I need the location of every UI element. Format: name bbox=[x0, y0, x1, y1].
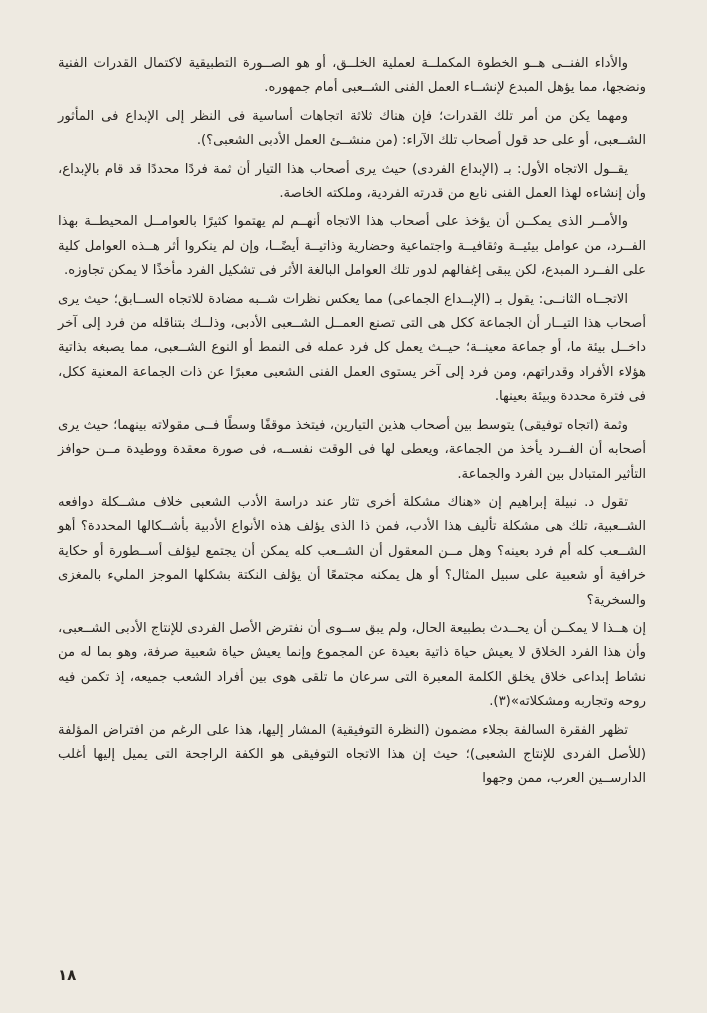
paragraph: تقول د. نبيلة إبراهيم إن «هناك مشكلة أخرى تثار عند دراسة الأدب الشعبى خلاف مشــكلة دوافعه الشــعبية، تلك هى مشكلة تأليف هذا الأدب، فمن ذا الذى يؤلف هذه الأنواع الأدبية بأشــكالها المحددة؟ أهو الشــعب كله أم فرد بعينه؟ وهل مــن المعقول أن الشــعب كله يمكن أن يجتمع ليؤلف أســطورة أو حكاية خرافية أو شعبية على سبيل المثال؟ أو هل يمكنه مجتمعًا أن يؤلف النكتة بشكلها الموجز المليء بالمغزى والسخرية؟ bbox=[58, 494, 646, 608]
paragraph: يقــول الاتجاه الأول: بـ (الإبداع الفردى) حيث يرى أصحاب هذا التيار أن ثمة فردًا محددًا قد قام بالإبداع، وأن إنشاءه لهذا العمل الفنى نابع من قدرته الفردية، وملكته الخاصة. bbox=[58, 161, 646, 202]
paragraph: وثمة (اتجاه توفيقى) يتوسط بين أصحاب هذين التيارين، فيتخذ موقفًا وسطًا فــى مقولاته بينهما؛ حيث يرى أصحابه أن الفــرد يأخذ من الجماعة، ويعطى لها فى الوقت نفســه، فى صورة معقدة ووطيدة مــن حوافز التأثير المتبادل بين الفرد والجماعة. bbox=[58, 417, 646, 482]
paragraph: تظهر الفقرة السالفة بجلاء مضمون (النظرة التوفيقية) المشار إليها، هذا على الرغم من افتراض المؤلفة (للأصل الفردى للإنتاج الشعبى)؛ حيث إن هذا الاتجاه التوفيقى هو الكفة الراجحة التى يميل إليها أغلب الدارســين العرب، ممن وجهوا bbox=[58, 722, 646, 787]
paragraph: الاتجــاه الثانــى: يقول بـ (الإبــداع الجماعى) مما يعكس نظرات شــبه مضادة للاتجاه الســابق؛ حيث يرى أصحاب هذا التيــار أن الجماعة ككل هى التى تصنع العمــل الشــعبى الأدبى، وذلــك بتناقله من فرد إلى آخر داخــل بيئة ما، أو جماعة معينــة؛ حيــث يعمل كل فرد عمله فى النمط أو النوع الشــعبى، مما يصبغه بذاتية هؤلاء الأفراد وقدراتهم، ومن فرد إلى آخر يستوى العمل الفنى الشعبى معبرًا عن ذات الجماعة المعنية ككل، فى فترة محددة وبيئة بعينها. bbox=[58, 291, 646, 405]
paragraph: إن هــذا لا يمكــن أن يحــدث بطبيعة الحال، ولم يبق ســوى أن نفترض الأصل الفردى للإنتاج الأدبى الشــعبى، وأن هذا الفرد الخلاق لا يعيش حياة ذاتية بعيدة عن المجموع وإنما يعيش حياة شعبية صرفة، وهو بما له من نشاط إبداعى خلاق يخلق الكلمة المعبرة التى سرعان ما تلقى هوى بين أفراد الشعب جميعه، إذ تكمن فيه روحه وتجاربه ومشكلاته»(٣). bbox=[58, 620, 646, 710]
paragraph: ومهما يكن من أمر تلك القدرات؛ فإن هناك ثلاثة اتجاهات أساسية فى النظر إلى الإبداع فى المأثور الشــعبى، أو على حد قول أصحاب تلك الآراء: (من منشــئ العمل الأدبى الشعبى؟). bbox=[58, 108, 646, 149]
paragraph: والأمــر الذى يمكــن أن يؤخذ على أصحاب هذا الاتجاه أنهــم لم يهتموا كثيرًا بالعوامــل المحيطــة بهذا الفــرد، من عوامل بيئيــة وثقافيــة واجتماعية وحضارية وذاتيــة أيضًــا، وإن لم ينكروا أثر هــذه العوامل كلية على الفــرد المبدع، لكن يبقى إغفالهم لدور تلك العوامل البالغة الأثر فى تشكيل الفرد مأخذًا لا يمكن تجاوزه. bbox=[58, 214, 646, 279]
paragraph: والأداء الفنــى هــو الخطوة المكملــة لعملية الخلــق، أو هو الصــورة التطبيقية لاكتمال القدرات الفنية ونضجها، مما يؤهل المبدع لإنشــاء العمل الفنى الشــعبى أمام جمهوره. bbox=[58, 56, 646, 96]
page-number: ١٨ bbox=[58, 966, 77, 984]
page-body bbox=[58, 52, 646, 796]
